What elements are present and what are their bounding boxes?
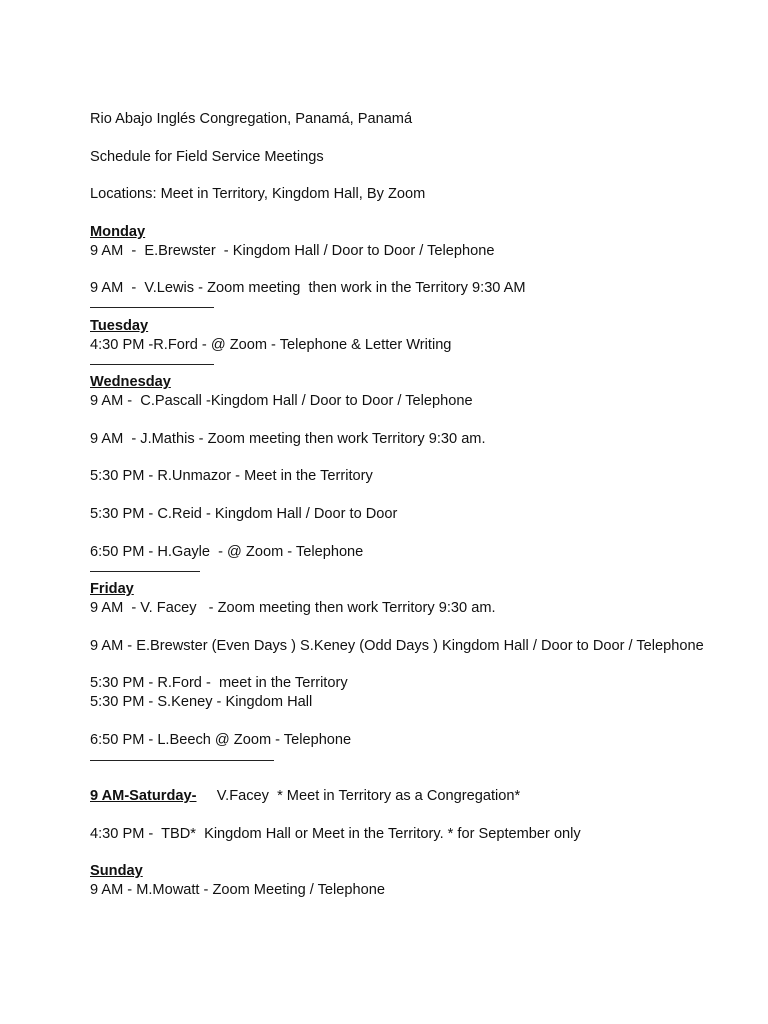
tuesday-heading: Tuesday [90,318,149,334]
saturday-detail: V.Facey * Meet in Territory as a Congregation* [196,788,521,804]
tuesday-item: 4:30 PM -R.Ford - @ Zoom - Telephone & Letter Writing [90,337,452,353]
wednesday-item: 5:30 PM - C.Reid - Kingdom Hall / Door to Door [90,506,398,522]
congregation-title: Rio Abajo Inglés Congregation, Panamá, Panamá [90,111,413,127]
friday-item: 9 AM - V. Facey - Zoom meeting then work Territory 9:30 am. [90,600,496,616]
section-divider [90,364,214,365]
wednesday-item: 9 AM - J.Mathis - Zoom meeting then work Territory 9:30 am. [90,431,486,447]
section-divider [90,760,274,761]
saturday-line [90,787,520,805]
sunday-heading: Sunday [90,863,143,879]
locations-line: Locations: Meet in Territory, Kingdom Hall, By Zoom [90,186,426,202]
section-divider [90,307,214,308]
wednesday-item: 6:50 PM - H.Gayle - @ Zoom - Telephone [90,544,364,560]
monday-heading: Monday [90,224,146,240]
saturday-item: 4:30 PM - TBD* Kingdom Hall or Meet in the Territory. * for September only [90,826,581,842]
friday-item: 5:30 PM - R.Ford - meet in the Territory [90,675,348,691]
friday-item: 6:50 PM - L.Beech @ Zoom - Telephone [90,732,352,748]
section-divider [90,571,200,572]
saturday-heading: 9 AM-Saturday- [90,788,197,804]
wednesday-item: 9 AM - C.Pascall -Kingdom Hall / Door to Door / Telephone [90,393,473,409]
sunday-item: 9 AM - M.Mowatt - Zoom Meeting / Telephone [90,882,385,898]
wednesday-item: 5:30 PM - R.Unmazor - Meet in the Territory [90,468,373,484]
friday-item: 5:30 PM - S.Keney - Kingdom Hall [90,694,313,710]
friday-item: 9 AM - E.Brewster (Even Days ) S.Keney (Odd Days ) Kingdom Hall / Door to Door / Telephone [90,638,704,654]
wednesday-heading: Wednesday [90,374,171,390]
monday-item: 9 AM - V.Lewis - Zoom meeting then work in the Territory 9:30 AM [90,280,526,296]
friday-heading: Friday [90,581,134,597]
schedule-subtitle: Schedule for Field Service Meetings [90,149,324,165]
monday-item: 9 AM - E.Brewster - Kingdom Hall / Door to Door / Telephone [90,243,495,259]
